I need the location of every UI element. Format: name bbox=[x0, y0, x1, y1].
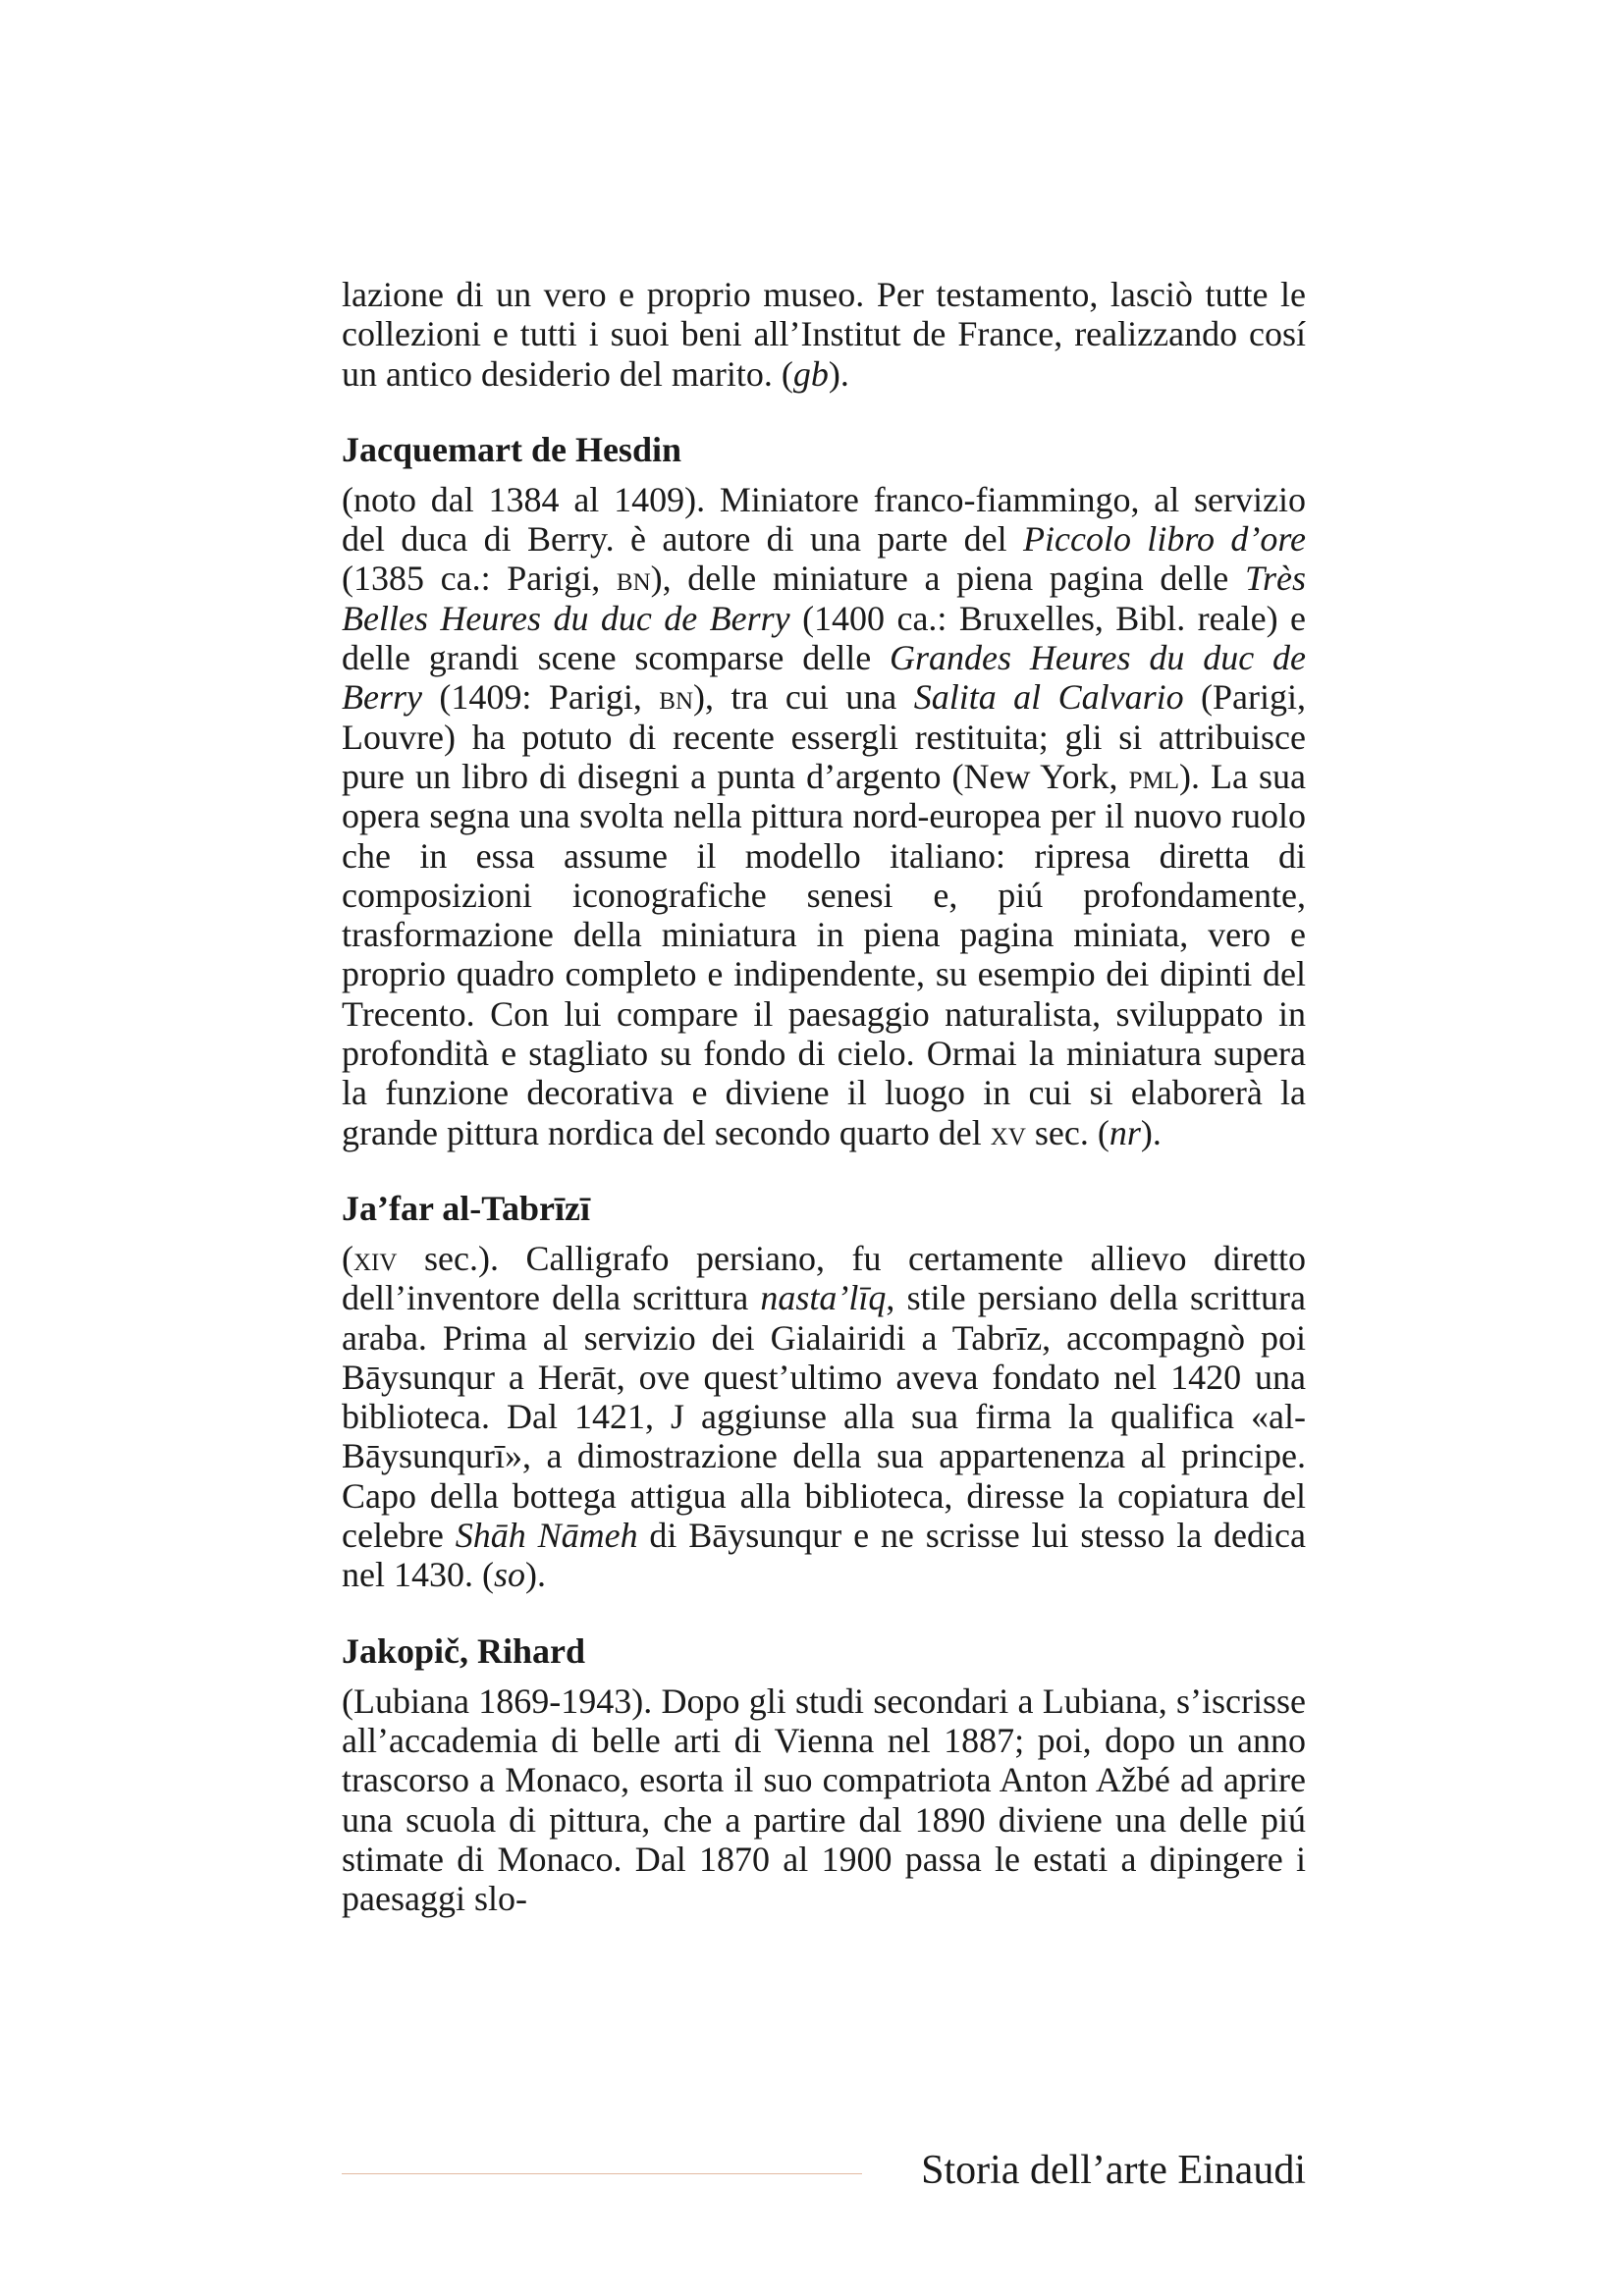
entry-heading-jacquemart: Jacquemart de Hesdin bbox=[342, 429, 681, 469]
text-run: (1409: Parigi, bbox=[421, 677, 660, 718]
text-run: (noto dal 1384 al 1409). Miniatore franco-fiammingo, al servizio del duca di Berry. è autore di una parte del bbox=[342, 479, 1306, 560]
century-numeral: xiv bbox=[353, 1238, 398, 1278]
text-run: (1385 ca.: Parigi, bbox=[342, 559, 617, 599]
text-run: ). bbox=[524, 1555, 546, 1595]
footer-title: Storia dell’arte Einaudi bbox=[921, 2148, 1306, 2193]
script-term: nasta’līq bbox=[760, 1278, 887, 1318]
text-run: ), tra cui una bbox=[693, 677, 914, 718]
text-run: ). La sua opera segna una svolta nella pittura nord-europea per il nuovo ruolo che in essa assume il modello italiano: ripresa diretta di composizioni iconografiche senesi e, piú profondamente, trasformazione della miniatura in piena pagina miniata, vero e proprio quadro completo e indipendente, su esempio dei dipinti del Trecento. Con lui compare il paesaggio naturalista, sviluppato in profondità e stagliato su fondo di cielo. Ormai la miniatura supera la funzione decorativa e diviene il luogo in cui si elaborerà la grande pittura nordica del secondo quarto del bbox=[342, 756, 1306, 1152]
text-run: , stile persiano della scrittura araba. Prima al servizio dei Gialairidi a Tabrīz, accompagnò poi Bāysunqur a Herāt, ove quest’ultimo aveva fondato nel 1420 una biblioteca. Dal 1421, J aggiunse alla sua firma la qualifica «al-Bāysunqurī», a dimostrazione della sua appartenenza al principe. Capo della bottega attigua alla biblioteca, diresse la copiatura del celebre bbox=[342, 1278, 1306, 1556]
intro-tail: ). bbox=[828, 353, 849, 394]
text-run: (1400 ca.: Bruxelles, Bibl. reale) e delle grandi scene scomparse delle bbox=[342, 598, 1306, 678]
work-title: Piccolo libro d’ore bbox=[1023, 519, 1306, 560]
work-title: Shāh Nāmeh bbox=[455, 1516, 638, 1556]
entry-heading-jakopic: Jakopič, Rihard bbox=[342, 1630, 586, 1671]
abbreviation: bn bbox=[616, 559, 651, 599]
work-title: Salita al Calvario bbox=[913, 677, 1184, 718]
text-run: di Bāysunqur e ne scrisse lui stesso la dedica nel 1430. ( bbox=[342, 1516, 1306, 1595]
author-initials: nr bbox=[1109, 1112, 1141, 1152]
intro-text: lazione di un vero e proprio museo. Per testamento, lasciò tutte le collezioni e tutti i suoi beni all’Institut de France, realizzando cosí un antico desiderio del marito. ( bbox=[342, 275, 1306, 394]
abbreviation: bn bbox=[659, 677, 694, 718]
text-run: ). bbox=[1140, 1112, 1162, 1152]
entry-heading-jafar: Ja’far al-Tabrīzī bbox=[342, 1188, 590, 1228]
entry-text-jakopic bbox=[342, 1682, 1306, 1919]
entry-text-jacquemart bbox=[342, 480, 1306, 1152]
text-run: (Lubiana 1869-1943). Dopo gli studi secondari a Lubiana, s’iscrisse all’accademia di belle arti di Vienna nel 1887; poi, dopo un anno trascorso a Monaco, esorta il suo compatriota Anton Ažbé ad aprire una scuola di pittura, che a partire dal 1890 diviene una delle piú stimate di Monaco. Dal 1870 al 1900 passa le estati a dipingere i paesaggi slo- bbox=[342, 1681, 1306, 1919]
text-run: sec. ( bbox=[1025, 1112, 1109, 1152]
century-numeral: xv bbox=[990, 1112, 1026, 1152]
abbreviation: pml bbox=[1128, 756, 1179, 796]
text-run: ), delle miniature a piena pagina delle bbox=[650, 559, 1245, 599]
text-run: ( bbox=[342, 1238, 353, 1278]
author-initials: gb bbox=[792, 353, 829, 394]
footer-rule bbox=[342, 2173, 862, 2174]
page-footer bbox=[342, 2112, 1306, 2193]
text-run: (Parigi, Louvre) ha potuto di recente essergli restituita; gli si attribuisce pure un libro di disegni a punta d’argento (New York, bbox=[342, 677, 1307, 796]
work-title: Grandes Heures du duc de Berry bbox=[342, 638, 1307, 718]
intro-paragraph bbox=[342, 275, 1306, 394]
article-body bbox=[342, 275, 1306, 1918]
author-initials: so bbox=[493, 1555, 525, 1595]
entry-text-jafar bbox=[342, 1239, 1306, 1595]
work-title: Très Belles Heures du duc de Berry bbox=[342, 559, 1306, 638]
text-run: sec.). Calligrafo persiano, fu certamente allievo diretto dell’inventore della scrittura bbox=[342, 1238, 1306, 1318]
